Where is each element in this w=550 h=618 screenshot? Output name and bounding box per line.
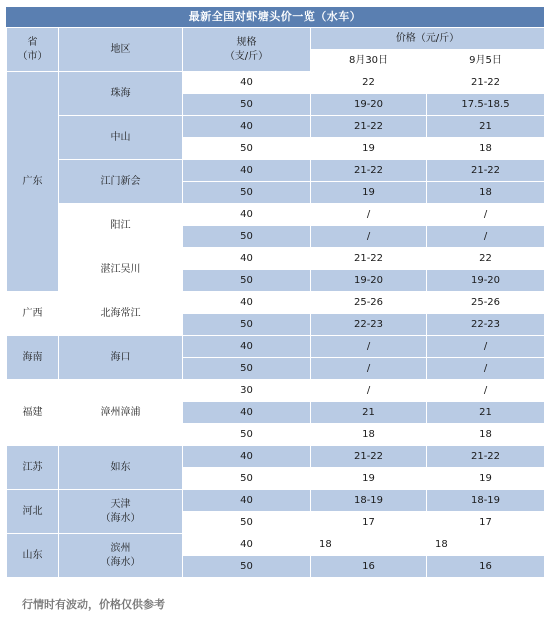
- spec-cell: 50: [183, 182, 311, 204]
- price-cell: 21-22: [427, 72, 545, 94]
- spec-cell: 40: [183, 160, 311, 182]
- province-cell: 广东: [7, 72, 59, 292]
- spec-cell: 40: [183, 116, 311, 138]
- price-cell: 18: [311, 534, 427, 556]
- spec-cell: 40: [183, 490, 311, 512]
- province-cell: 广西: [7, 292, 59, 336]
- region-cell: 海口: [59, 336, 183, 380]
- price-cell: 21: [311, 402, 427, 424]
- header-region: 地区: [59, 28, 183, 72]
- region-cell: 漳州漳浦: [59, 380, 183, 446]
- header-spec: 规格 （支/斤）: [183, 28, 311, 72]
- price-cell: 25-26: [311, 292, 427, 314]
- price-cell: /: [311, 204, 427, 226]
- price-cell: 21-22: [427, 160, 545, 182]
- price-cell: /: [427, 358, 545, 380]
- price-cell: 18: [427, 534, 545, 556]
- price-cell: /: [427, 336, 545, 358]
- region-cell: 北海常江: [59, 292, 183, 336]
- price-cell: 21-22: [311, 446, 427, 468]
- price-cell: 18-19: [427, 490, 545, 512]
- price-cell: /: [427, 226, 545, 248]
- table-title: 最新全国对虾塘头价一览（水车）: [6, 7, 544, 27]
- price-cell: /: [311, 226, 427, 248]
- price-cell: 21: [427, 116, 545, 138]
- spec-cell: 40: [183, 292, 311, 314]
- price-cell: 21-22: [311, 248, 427, 270]
- header-province: 省 （市）: [7, 28, 59, 72]
- price-cell: 18-19: [311, 490, 427, 512]
- spec-cell: 50: [183, 556, 311, 578]
- price-cell: /: [427, 380, 545, 402]
- price-cell: 19: [311, 138, 427, 160]
- spec-cell: 50: [183, 424, 311, 446]
- spec-cell: 50: [183, 94, 311, 116]
- spec-cell: 50: [183, 226, 311, 248]
- price-cell: /: [311, 336, 427, 358]
- region-cell: 中山: [59, 116, 183, 160]
- spec-cell: 50: [183, 138, 311, 160]
- price-cell: /: [427, 204, 545, 226]
- price-cell: 18: [427, 424, 545, 446]
- spec-cell: 50: [183, 270, 311, 292]
- price-cell: 21-22: [311, 116, 427, 138]
- spec-cell: 40: [183, 336, 311, 358]
- price-cell: /: [311, 380, 427, 402]
- province-cell: 海南: [7, 336, 59, 380]
- price-cell: 18: [427, 138, 545, 160]
- spec-cell: 40: [183, 248, 311, 270]
- price-cell: 21-22: [311, 160, 427, 182]
- spec-cell: 50: [183, 314, 311, 336]
- price-cell: 22-23: [427, 314, 545, 336]
- spec-cell: 50: [183, 468, 311, 490]
- province-cell: 福建: [7, 380, 59, 446]
- spec-cell: 50: [183, 358, 311, 380]
- province-cell: 河北: [7, 490, 59, 534]
- spec-cell: 40: [183, 72, 311, 94]
- price-cell: 16: [427, 556, 545, 578]
- price-cell: 16: [311, 556, 427, 578]
- price-cell: 17: [427, 512, 545, 534]
- price-cell: 17.5-18.5: [427, 94, 545, 116]
- spec-cell: 50: [183, 512, 311, 534]
- price-cell: 21: [427, 402, 545, 424]
- price-cell: 21-22: [427, 446, 545, 468]
- price-cell: 19-20: [311, 94, 427, 116]
- price-cell: 19: [427, 468, 545, 490]
- header-date-1: 8月30日: [311, 50, 427, 72]
- price-cell: 17: [311, 512, 427, 534]
- spec-cell: 30: [183, 380, 311, 402]
- price-cell: 19-20: [427, 270, 545, 292]
- region-cell: 阳江: [59, 204, 183, 248]
- region-cell: 滨州 （海水）: [59, 534, 183, 578]
- price-cell: 19: [311, 182, 427, 204]
- region-cell: 湛江吴川: [59, 248, 183, 292]
- price-cell: 19: [311, 468, 427, 490]
- spec-cell: 40: [183, 204, 311, 226]
- region-cell: 天津 （海水）: [59, 490, 183, 534]
- price-table: [6, 27, 545, 578]
- price-cell: 19-20: [311, 270, 427, 292]
- price-cell: 22: [311, 72, 427, 94]
- price-cell: 25-26: [427, 292, 545, 314]
- province-cell: 山东: [7, 534, 59, 578]
- price-cell: 22: [427, 248, 545, 270]
- disclaimer-note: 行情时有波动，价格仅供参考: [22, 598, 165, 611]
- price-cell: /: [311, 358, 427, 380]
- price-cell: 22-23: [311, 314, 427, 336]
- spec-cell: 40: [183, 446, 311, 468]
- region-cell: 江门新会: [59, 160, 183, 204]
- price-cell: 18: [311, 424, 427, 446]
- spec-cell: 40: [183, 534, 311, 556]
- header-date-2: 9月5日: [427, 50, 545, 72]
- region-cell: 珠海: [59, 72, 183, 116]
- price-cell: 18: [427, 182, 545, 204]
- spec-cell: 40: [183, 402, 311, 424]
- header-price: 价格（元/斤）: [311, 28, 545, 50]
- province-cell: 江苏: [7, 446, 59, 490]
- region-cell: 如东: [59, 446, 183, 490]
